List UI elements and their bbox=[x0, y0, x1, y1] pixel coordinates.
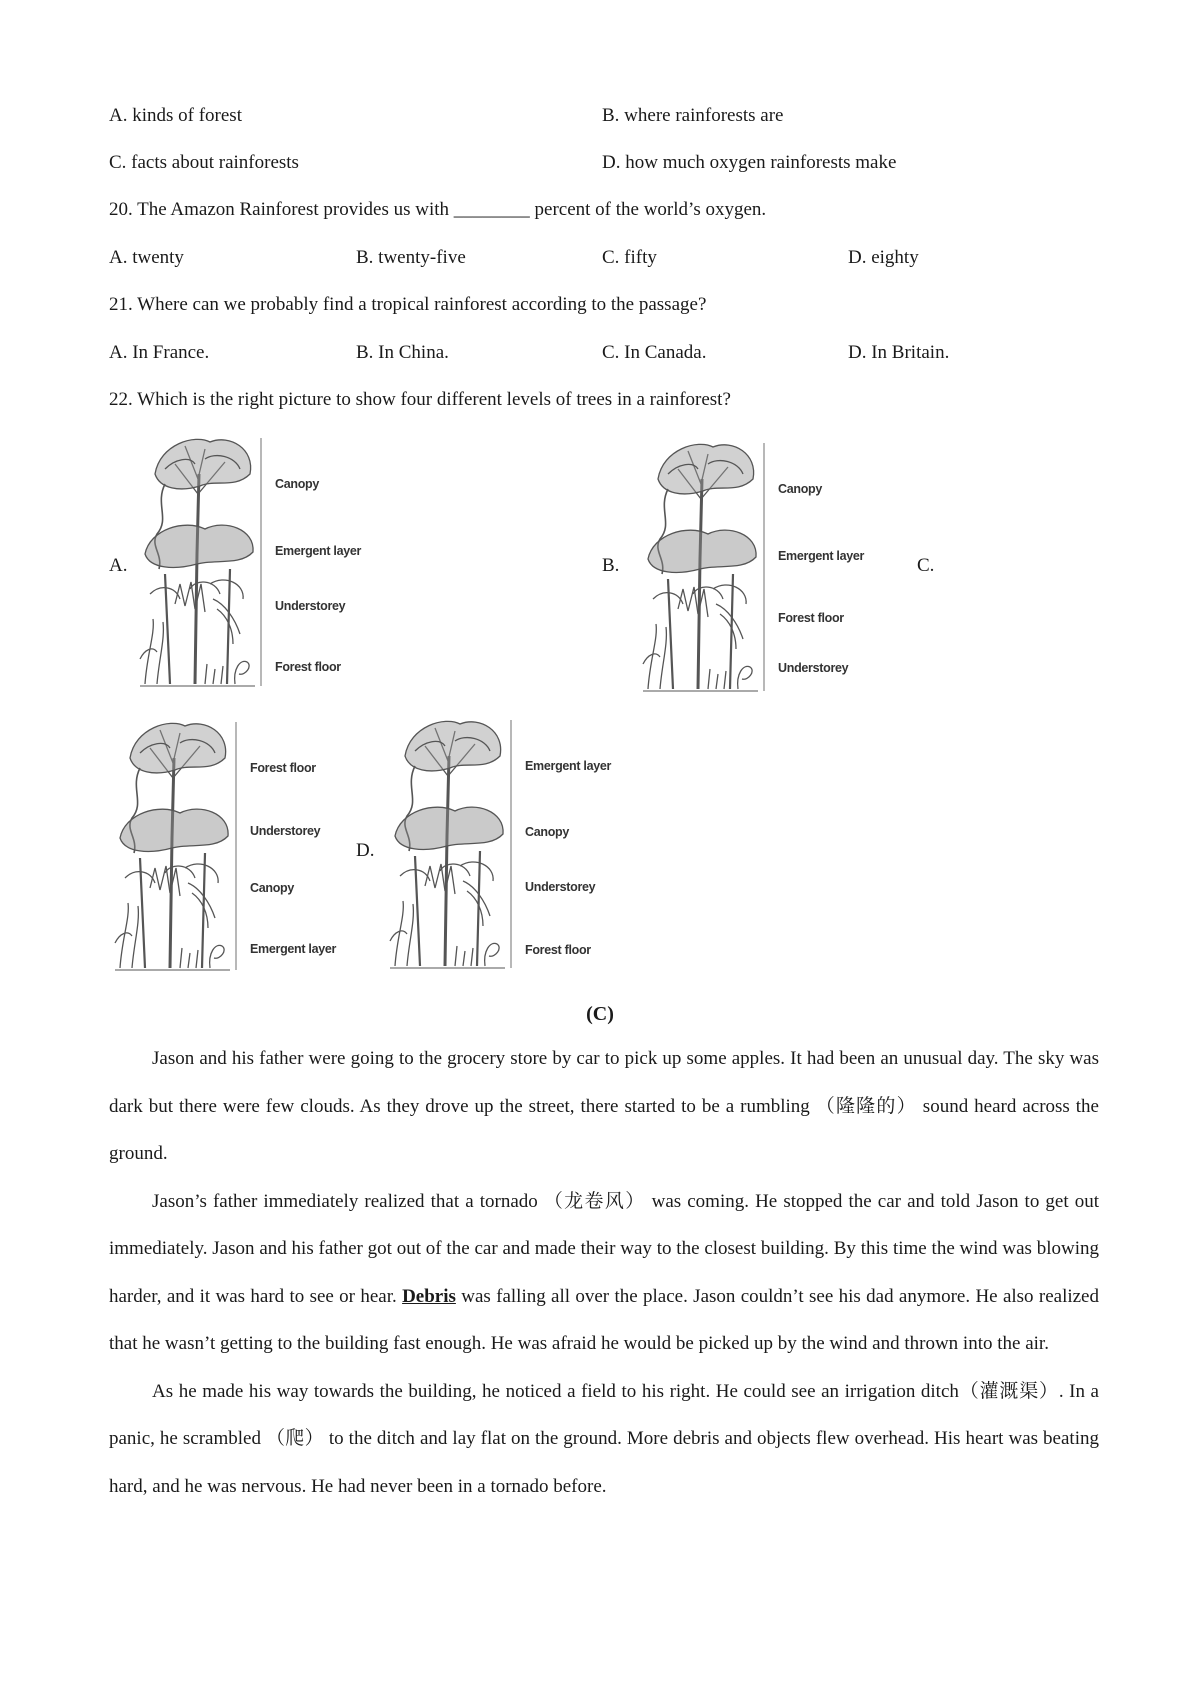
highlighted-word-debris: Debris bbox=[402, 1285, 456, 1307]
figure-d-level-3: Understorey bbox=[525, 880, 596, 894]
figure-d-level-1: Emergent layer bbox=[525, 759, 612, 773]
option-22-c-label: C. bbox=[917, 555, 935, 576]
option-21-c: C. In Canada. bbox=[602, 342, 707, 363]
figure-a-level-3: Understorey bbox=[275, 599, 346, 613]
option-21-b: B. In China. bbox=[356, 342, 449, 363]
rainforest-figure-d bbox=[385, 716, 625, 976]
passage-c bbox=[109, 1035, 1099, 1510]
figure-a-level-4: Forest floor bbox=[275, 660, 341, 674]
figure-c-level-1: Forest floor bbox=[250, 761, 316, 775]
rainforest-figure-c bbox=[110, 718, 350, 978]
rainforest-figure-a bbox=[135, 434, 375, 694]
option-19-a: A. kinds of forest bbox=[109, 105, 242, 126]
figure-d-level-2: Canopy bbox=[525, 825, 570, 839]
figure-b-level-3: Forest floor bbox=[778, 611, 844, 625]
figure-b-level-2: Emergent layer bbox=[778, 549, 865, 563]
option-20-b: B. twenty-five bbox=[356, 247, 466, 268]
figure-b-level-1: Canopy bbox=[778, 482, 823, 496]
option-20-c: C. fifty bbox=[602, 247, 657, 268]
figure-d-level-4: Forest floor bbox=[525, 943, 591, 957]
paragraph-2-part-2: was falling all over the place. Jason couldn’t see his dad anymore. He also realized that he wasn’t getting to the building fast enough. He was afraid he would be picked up by the wind and thrown into the air. bbox=[109, 1285, 1099, 1354]
question-21: 21. Where can we probably find a tropical rainforest according to the passage? bbox=[109, 294, 707, 315]
option-20-a: A. twenty bbox=[109, 247, 184, 268]
figure-a-level-2: Emergent layer bbox=[275, 544, 362, 558]
figure-c-level-3: Canopy bbox=[250, 881, 295, 895]
section-heading: (C) bbox=[586, 1003, 614, 1025]
paragraph-2 bbox=[109, 1178, 1099, 1368]
option-22-d-label: D. bbox=[356, 840, 375, 861]
figure-c-level-4: Emergent layer bbox=[250, 942, 337, 956]
option-19-b: B. where rainforests are bbox=[602, 105, 784, 126]
option-22-a-label: A. bbox=[109, 555, 128, 576]
rainforest-figure-b bbox=[638, 439, 878, 699]
option-22-b-label: B. bbox=[602, 555, 620, 576]
question-22: 22. Which is the right picture to show four different levels of trees in a rainforest? bbox=[109, 389, 731, 410]
figure-b-level-4: Understorey bbox=[778, 661, 849, 675]
paragraph-2-part-1: Jason’s father immediately realized that a tornado （龙卷风） was coming. He stopped the car and told Jason to get out immediately. Jason and his father got out of the car and made their way to the closest building. By this time the wind was blowing harder, and it was hard to see or hear. bbox=[109, 1190, 1099, 1307]
option-21-d: D. In Britain. bbox=[848, 342, 950, 363]
paragraph-1: Jason and his father were going to the grocery store by car to pick up some apples. It had been an unusual day. The sky was dark but there were few clouds. As they drove up the street, there started to be a rumbling （隆隆的） sound heard across the ground. bbox=[109, 1048, 1099, 1164]
figure-a-level-1: Canopy bbox=[275, 477, 320, 491]
option-20-d: D. eighty bbox=[848, 247, 919, 268]
question-20: 20. The Amazon Rainforest provides us with ________ percent of the world’s oxygen. bbox=[109, 199, 767, 220]
option-21-a: A. In France. bbox=[109, 342, 210, 363]
option-19-c: C. facts about rainforests bbox=[109, 152, 299, 173]
paragraph-3: As he made his way towards the building, he noticed a field to his right. He could see an irrigation ditch（灌溉渠）. In a panic, he scrambled （爬） to the ditch and lay flat on the ground. More debris and objects flew overhead. His heart was beating hard, and he was nervous. He had never been in a tornado before. bbox=[109, 1380, 1099, 1497]
option-19-d: D. how much oxygen rainforests make bbox=[602, 152, 897, 173]
figure-c-level-2: Understorey bbox=[250, 824, 321, 838]
